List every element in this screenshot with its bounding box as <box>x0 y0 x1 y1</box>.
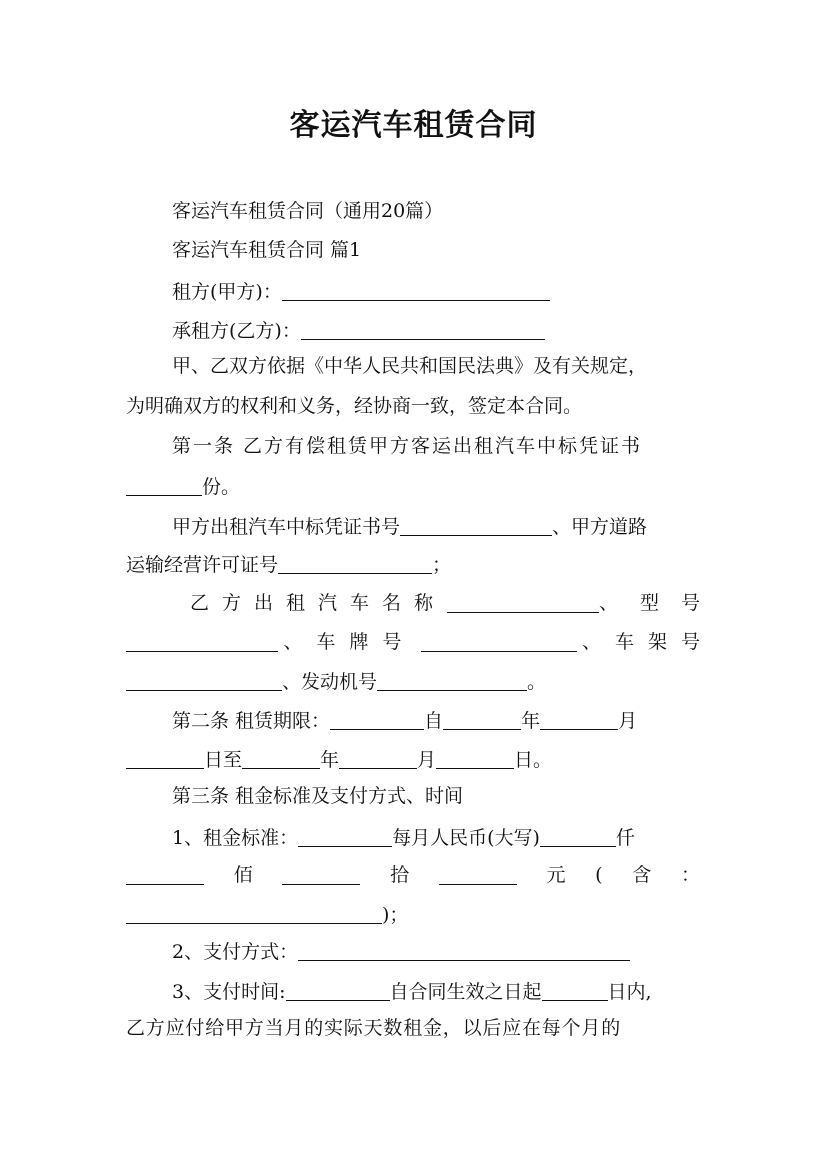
include-blank <box>126 904 382 924</box>
from-month-blank <box>540 710 618 730</box>
lessor-line <box>126 281 746 302</box>
frame-label: 、车架号 <box>581 631 714 653</box>
article-2-label: 第二条 租赁期限： <box>172 710 331 732</box>
yuan-label: 元 <box>546 864 566 886</box>
doc-line-6: 为明确双方的权利和义务，经协商一致，签定本合同。 <box>126 395 583 417</box>
permit-line <box>126 554 700 575</box>
certificate-blank <box>400 516 552 536</box>
article-2-line <box>126 710 746 731</box>
include-colon: ： <box>680 864 700 886</box>
to-day-label: 日。 <box>514 749 553 771</box>
to-month-label: 月 <box>417 749 437 771</box>
ten-blank <box>282 865 360 885</box>
vehicle-name-label: 乙方出租汽车名称 <box>190 592 447 614</box>
include-open: ( <box>595 864 603 886</box>
doc-line-5: 甲、乙双方依据《中华人民共和国民法典》及有关规定， <box>172 355 648 377</box>
from-year-blank <box>443 710 521 730</box>
lessee-label: 承租方(乙方)： <box>172 320 301 342</box>
lessee-blank <box>301 320 545 340</box>
to-month-blank <box>339 749 417 769</box>
rent-standard-line <box>126 827 746 848</box>
include-close: )； <box>382 904 409 926</box>
copies-label: 份。 <box>202 476 241 498</box>
plate-blank <box>421 632 577 652</box>
effective-label: 自合同生效之日起 <box>389 981 542 1003</box>
days-blank <box>542 981 608 1001</box>
article-1-line: 第一条 乙方有偿租赁甲方客运出租汽车中标凭证书 <box>172 435 643 457</box>
permit-end: ； <box>432 554 452 576</box>
payment-method-blank <box>298 941 630 961</box>
permit-blank <box>278 554 432 574</box>
doc-line-1: 客运汽车租赁合同（通用20篇） <box>172 200 444 222</box>
yuan-blank <box>439 865 517 885</box>
engine-label: 、发动机号 <box>282 671 378 693</box>
to-day-blank <box>436 749 514 769</box>
copies-blank <box>126 476 202 496</box>
article-3-line: 第三条 租金标准及支付方式、时间 <box>172 785 464 807</box>
payment-time-blank <box>286 981 390 1001</box>
payment-method-label: 2、支付方式： <box>172 941 299 963</box>
from-month-label: 月 <box>618 710 638 732</box>
rent-include-line <box>126 904 700 925</box>
model-blank <box>126 632 278 652</box>
certificate-line <box>126 516 746 537</box>
article-1-count-line <box>126 476 700 497</box>
rent-rmb-label: 每月人民币(大写) <box>392 827 540 849</box>
frame-blank <box>126 671 282 691</box>
rent-amount-line <box>126 865 700 885</box>
thousand-label: 仟 <box>615 827 635 849</box>
rent-standard-label: 1、租金标准： <box>172 827 299 849</box>
term-blank <box>330 710 424 730</box>
certificate-label: 甲方出租汽车中标凭证书号 <box>172 516 401 538</box>
from-year-label: 年 <box>521 710 541 732</box>
ten-label: 拾 <box>390 864 410 886</box>
plate-label: 、车牌号 <box>283 631 416 653</box>
days-label: 日内, <box>607 981 652 1003</box>
engine-line <box>126 671 700 692</box>
doc-line-2: 客运汽车租赁合同 篇1 <box>172 239 362 261</box>
from-day-blank <box>126 749 204 769</box>
document-title: 客运汽车租赁合同 <box>289 108 538 143</box>
doc-line-22: 乙方应付给甲方当月的实际天数租金，以后应在每个月的 <box>126 1017 622 1039</box>
model-label: 、型号 <box>598 592 722 614</box>
engine-end: 。 <box>527 671 547 693</box>
include-label: 含 <box>632 864 652 886</box>
vehicle-name-blank <box>447 593 599 613</box>
payment-time-label: 3、支付时间: <box>172 981 286 1003</box>
payment-time-line <box>126 981 746 1002</box>
to-label: 日至 <box>204 749 243 771</box>
to-year-label: 年 <box>320 749 340 771</box>
engine-blank <box>377 671 527 691</box>
lessee-line <box>126 320 746 341</box>
from-label: 自 <box>424 710 444 732</box>
payment-method-line <box>126 941 746 962</box>
rent-standard-blank <box>298 827 392 847</box>
lessor-label: 租方(甲方)： <box>172 281 282 303</box>
thousand-blank <box>540 827 616 847</box>
hundred-label: 佰 <box>233 864 253 886</box>
to-year-blank <box>242 749 320 769</box>
plate-line <box>126 631 714 653</box>
hundred-blank <box>126 865 204 885</box>
vehicle-name-line <box>190 592 722 614</box>
permit-label: 运输经营许可证号 <box>126 554 279 576</box>
lessor-blank <box>282 281 550 301</box>
permit-label-start: 、甲方道路 <box>552 516 648 538</box>
term-end-line <box>126 749 700 770</box>
